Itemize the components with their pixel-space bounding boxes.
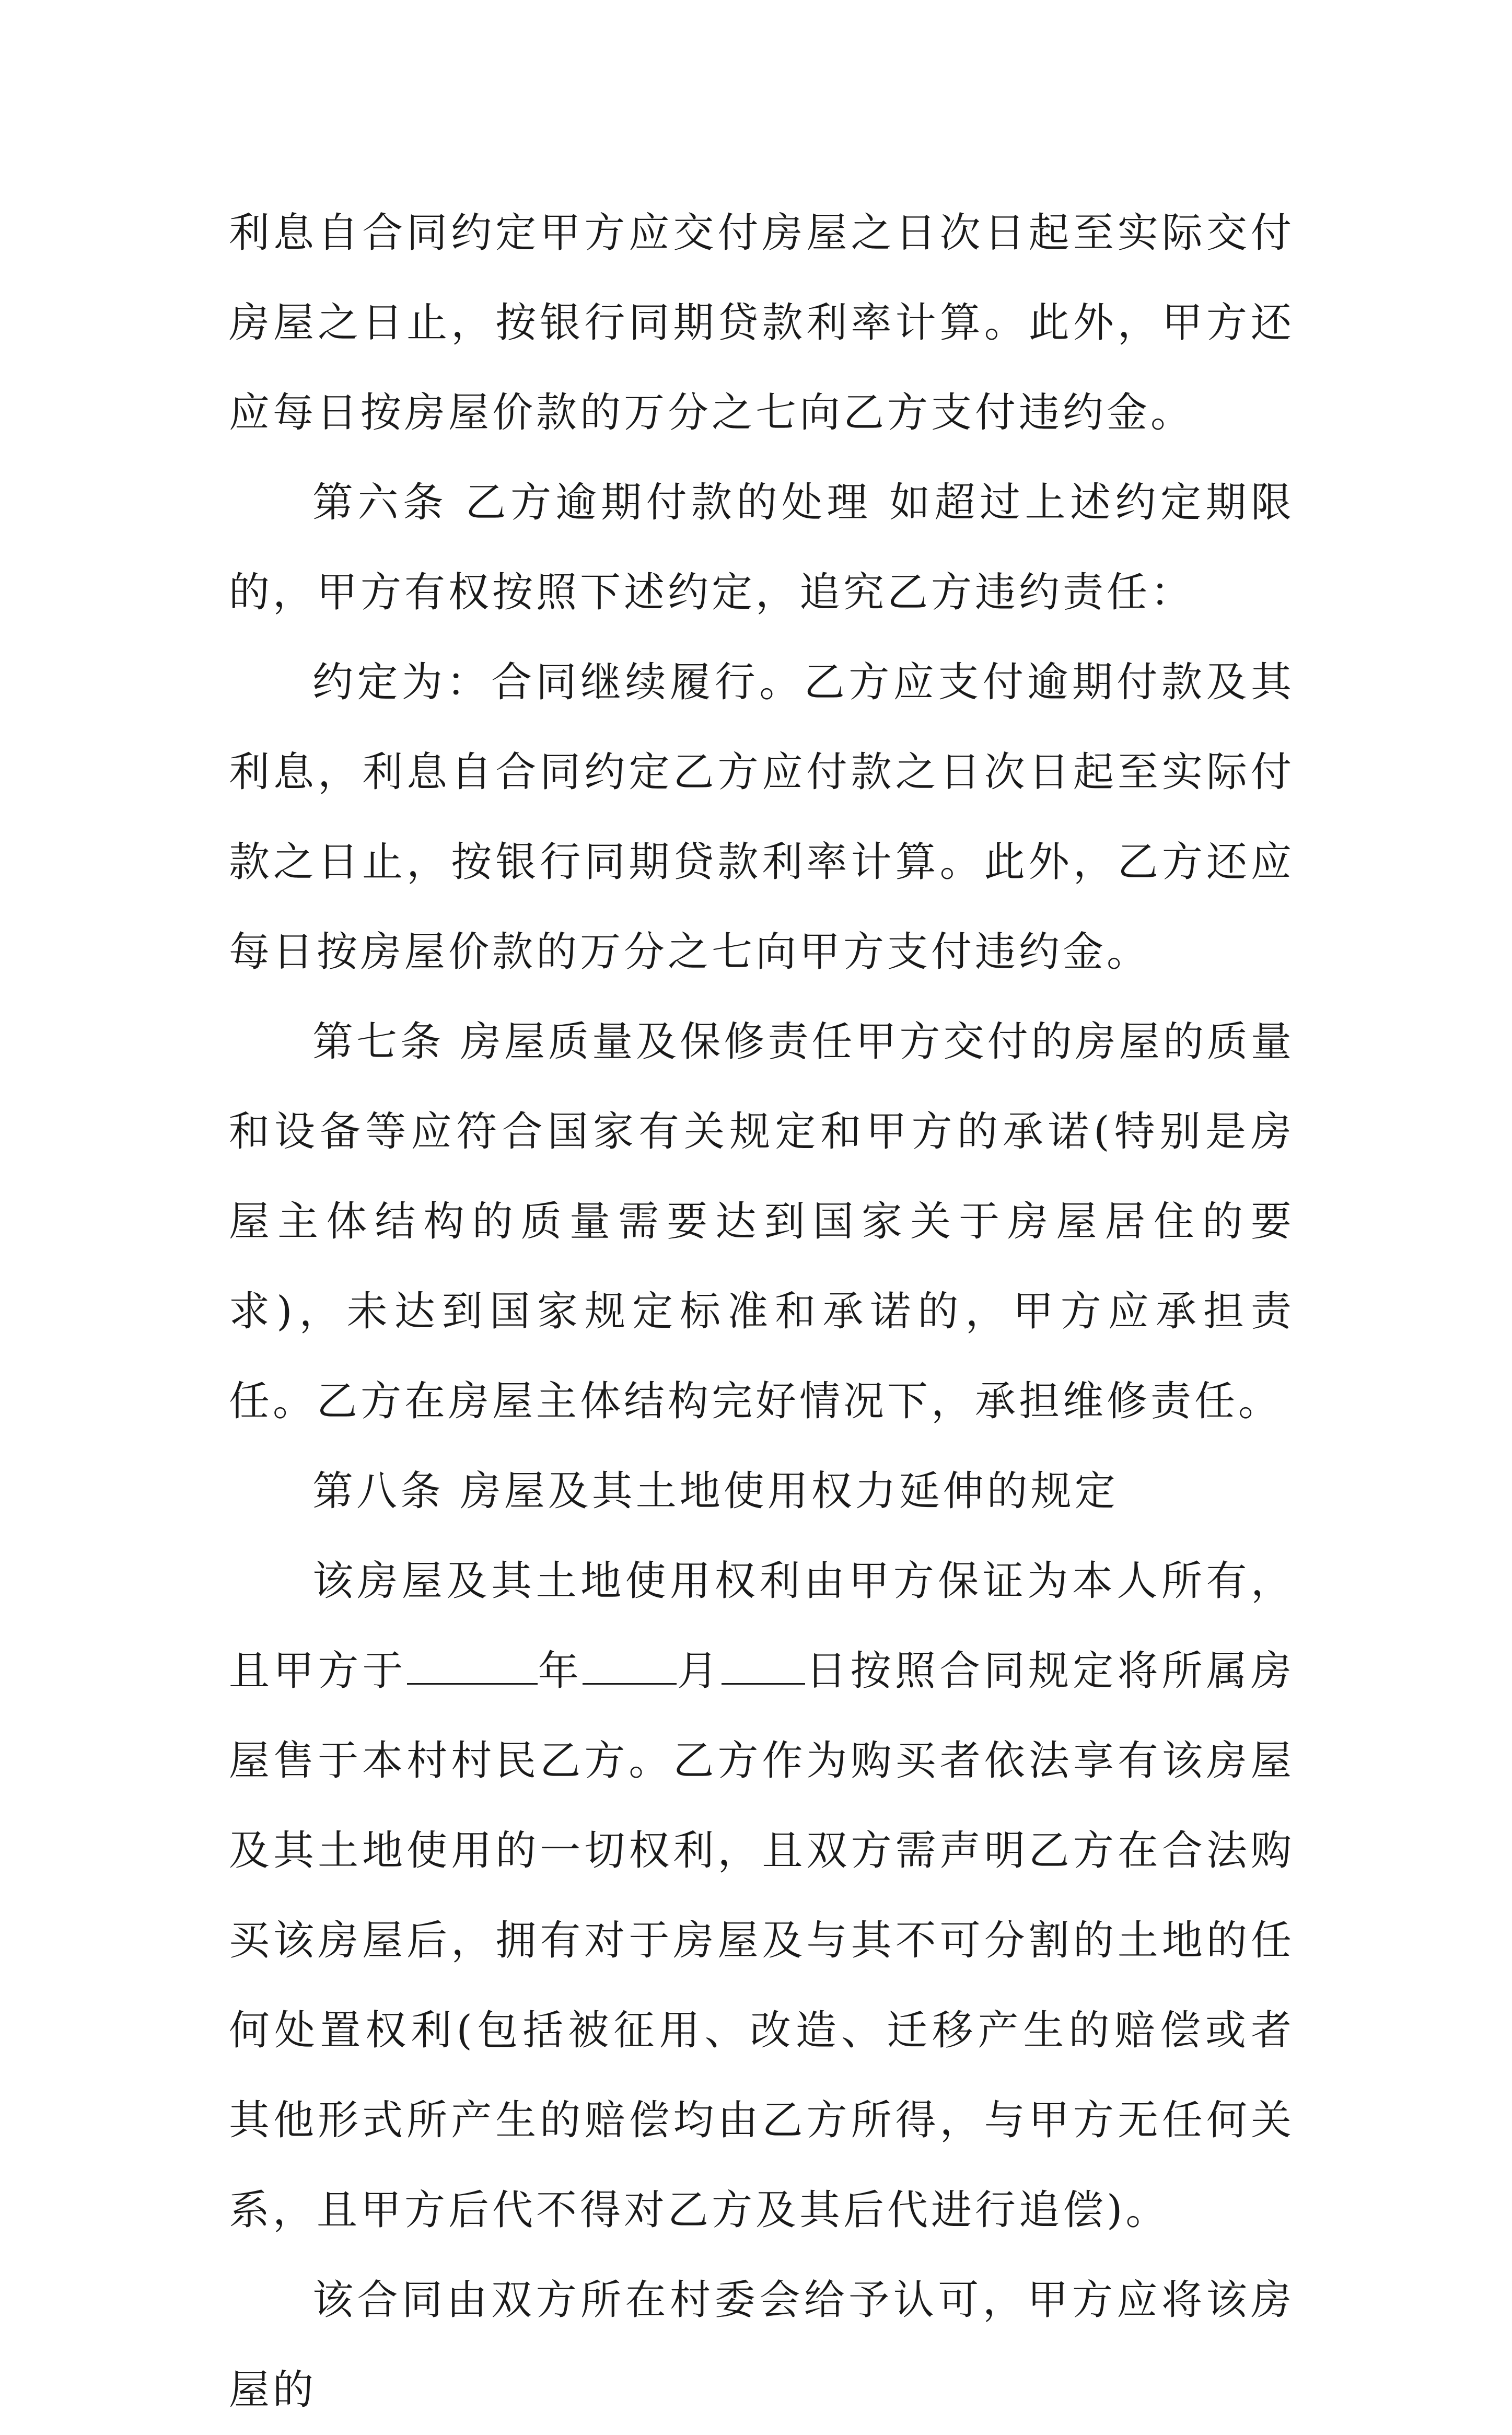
land-rights-text-2: 日按照合同规定将所属房屋售于本村村民乙方。乙方作为购买者依法享有该房屋及其土地使用的一切权利，且双方需声明乙方在合法购买该房屋后，拥有对于房屋及与其不可分割的土地的任何处置权利(包括被征用、改造、迁移产生的赔偿或者其他形式所产生的赔偿均由乙方所得，与甲方无任何关系，且甲方后代不得对乙方及其后代进行追偿)。 (229, 1648, 1295, 2234)
paragraph-village-committee: 该合同由双方所在村委会给予认可，甲方应将该房屋的 (229, 2277, 1295, 2414)
day-blank (722, 1646, 805, 1685)
year-label: 年 (537, 1648, 583, 1695)
paragraph-article-8-title: 第八条 房屋及其土地使用权力延伸的规定 (312, 1468, 1119, 1515)
document-body (229, 188, 1295, 2435)
month-label: 月 (676, 1648, 722, 1695)
paragraph-article-6: 第六条 乙方逾期付款的处理 如超过上述约定期限的，甲方有权按照下述约定，追究乙方违约责任： (229, 479, 1295, 616)
year-blank (407, 1646, 538, 1685)
land-rights-text-1: 该房屋及其土地使用权利由甲方保证为本人所有，且甲方于 (229, 1558, 1295, 1695)
month-blank (583, 1646, 677, 1685)
paragraph-article-7: 第七条 房屋质量及保修责任甲方交付的房屋的质量和设备等应符合国家有关规定和甲方的承诺(特别是房屋主体结构的质量需要达到国家关于房屋居住的要求)，未达到国家规定标准和承诺的，甲方应承担责任。乙方在房屋主体结构完好情况下，承担维修责任。 (229, 1018, 1295, 1425)
paragraph-interest-clause: 利息自合同约定甲方应交付房屋之日次日起至实际交付房屋之日止，按银行同期贷款利率计算。此外，甲方还应每日按房屋价款的万分之七向乙方支付违约金。 (229, 210, 1295, 436)
paragraph-agreement: 约定为：合同继续履行。乙方应支付逾期付款及其利息，利息自合同约定乙方应付款之日次日起至实际付款之日止，按银行同期贷款利率计算。此外，乙方还应每日按房屋价款的万分之七向甲方支付违约金。 (229, 659, 1295, 976)
paragraph-land-rights (229, 1536, 1295, 2255)
